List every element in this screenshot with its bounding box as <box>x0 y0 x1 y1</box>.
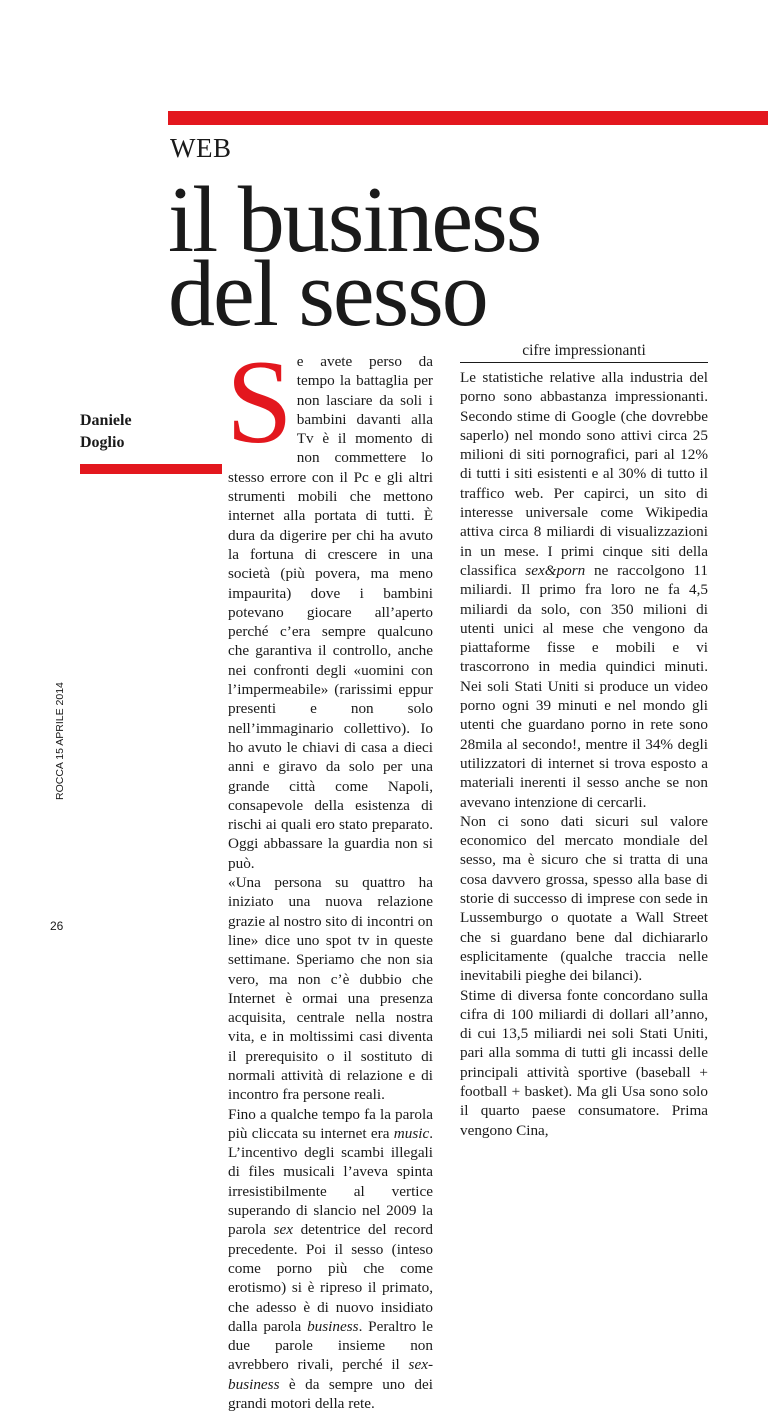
byline-red-bar <box>80 464 222 474</box>
article-column-2 <box>460 368 708 1140</box>
paragraph: e avete perso da tempo la battaglia per non lasciare da soli i bambini davanti alla Tv è il momento di non commettere lo stesso errore con il Pc e gli altri strumenti mobili che mettono internet alla portata di tutti. È dura da digerire per chi ha avuto la fortuna di crescere in una società (più povera, ma meno impaurita) dove i bambini potevano giocare all’aperto perché c’era sempre qualcuno che garantiva il controllo, anche nei confronti degli «uomini con l’impermeabile» (rarissimi eppur presenti e non solo nell’immaginario collettivo). Io ho avuto le chiavi di casa a dieci anni e giravo da solo per una grande città come Napoli, consapevole della esistenza di rischi ai quali ero stato preparato. Oggi abbassare la guardia non si può. <box>228 353 433 872</box>
italic-term: sex&porn <box>525 561 586 579</box>
italic-term: sex <box>273 1221 293 1239</box>
italic-term: sex-business <box>228 1356 433 1393</box>
paragraph: «Una persona su quattro ha iniziato una nuova relazione grazie al nostro sito di incontri on line» dice uno spot tv in queste settimane. Speriamo che non sia vero, ma non c’è dubbio che Internet è ormai una presenza acquisita, centrale nella nostra vita, e in moltissimi casi diventa il prerequisito o il sostituto di normali attività di relazione e di incontro fra persone reali. <box>228 874 433 1104</box>
page-number: 26 <box>50 919 64 933</box>
author-first-name: Daniele <box>80 412 132 429</box>
drop-cap: S <box>226 335 293 468</box>
subheading: cifre impressionanti <box>460 342 708 363</box>
italic-term: business <box>307 1317 359 1335</box>
section-label: WEB <box>170 133 232 163</box>
italic-term: music <box>393 1124 430 1142</box>
paragraph: Fino a qualche tempo fa la parola più cliccata su internet era music. L’incentivo degli scambi illegali di files musicali l’aveva spinta irresistibilmente al vertice superando di slancio nel 2009 la parola sex detentrice del record precedente. Poi il sesso (inteso come porno più che come erotismo) si è ripreso il primato, che adesso è di nuovo insidiato dalla parola business. Peraltro le due parole insieme non avrebbero rivali, perché il sex-business è da sempre uno dei grandi motori della rete. <box>228 1105 433 1413</box>
author-last-name: Doglio <box>80 434 125 451</box>
headline-line-2: del sesso <box>168 242 487 346</box>
paragraph: Le statistiche relative alla industria del porno sono abbastanza impressionanti. Secondo stime di Google (che dovrebbe saperlo) nel mondo sono attivi circa 25 milioni di siti pornografici, pari al 12% di tutti i siti esistenti e al 30% di tutto il traffico web. Per capirci, un sito di interesse universale come Wikipedia attiva circa 8 miliardi di visualizzazioni in un mese. I primi cinque siti della classifica sex&porn ne raccolgono 11 miliardi. Il primo fra loro ne fa 4,5 miliardi da solo, con 350 milioni di utenti unici al mese che vengono da piattaforme fisse e mobili e vi trascorrono in media quindici minuti. Nei soli Stati Uniti si produce un video porno ogni 39 minuti e nel mondo gli utenti che guardano porno in rete sono 28mila al secondo!, mentre il 34% degli utilizzatori di internet si trova esposto a materiali inerenti il sesso anche se non avevano intenzione di cercarli. <box>460 369 708 811</box>
headline <box>168 168 541 346</box>
paragraph: Non ci sono dati sicuri sul valore economico del mercato mondiale del sesso, ma è sicuro che si tratta di una cosa davvero grossa, spesso alla base di storie di successo di imprese con sede in Lussemburgo o quotate a Wall Street che si guardano bene dal dichiararlo esplicitamente (qualche traccia nelle inevitabili pieghe dei bilanci). <box>460 812 708 985</box>
headline-line-1: il business <box>168 168 541 272</box>
author-byline <box>80 410 132 454</box>
publication-date-tag: ROCCA 15 APRILE 2014 <box>54 682 66 800</box>
top-red-bar <box>168 111 768 125</box>
article-column-1 <box>226 335 433 1413</box>
paragraph: Stime di diversa fonte concordano sulla cifra di 100 miliardi di dollari all’anno, di cui 13,5 miliardi nei soli Stati Uniti, pari alla somma di tutti gli incassi delle principali attività sportive (baseball + football + basket). Ma gli Usa sono solo il quarto paese consumatore. Prima vengono Cina, <box>460 986 708 1139</box>
